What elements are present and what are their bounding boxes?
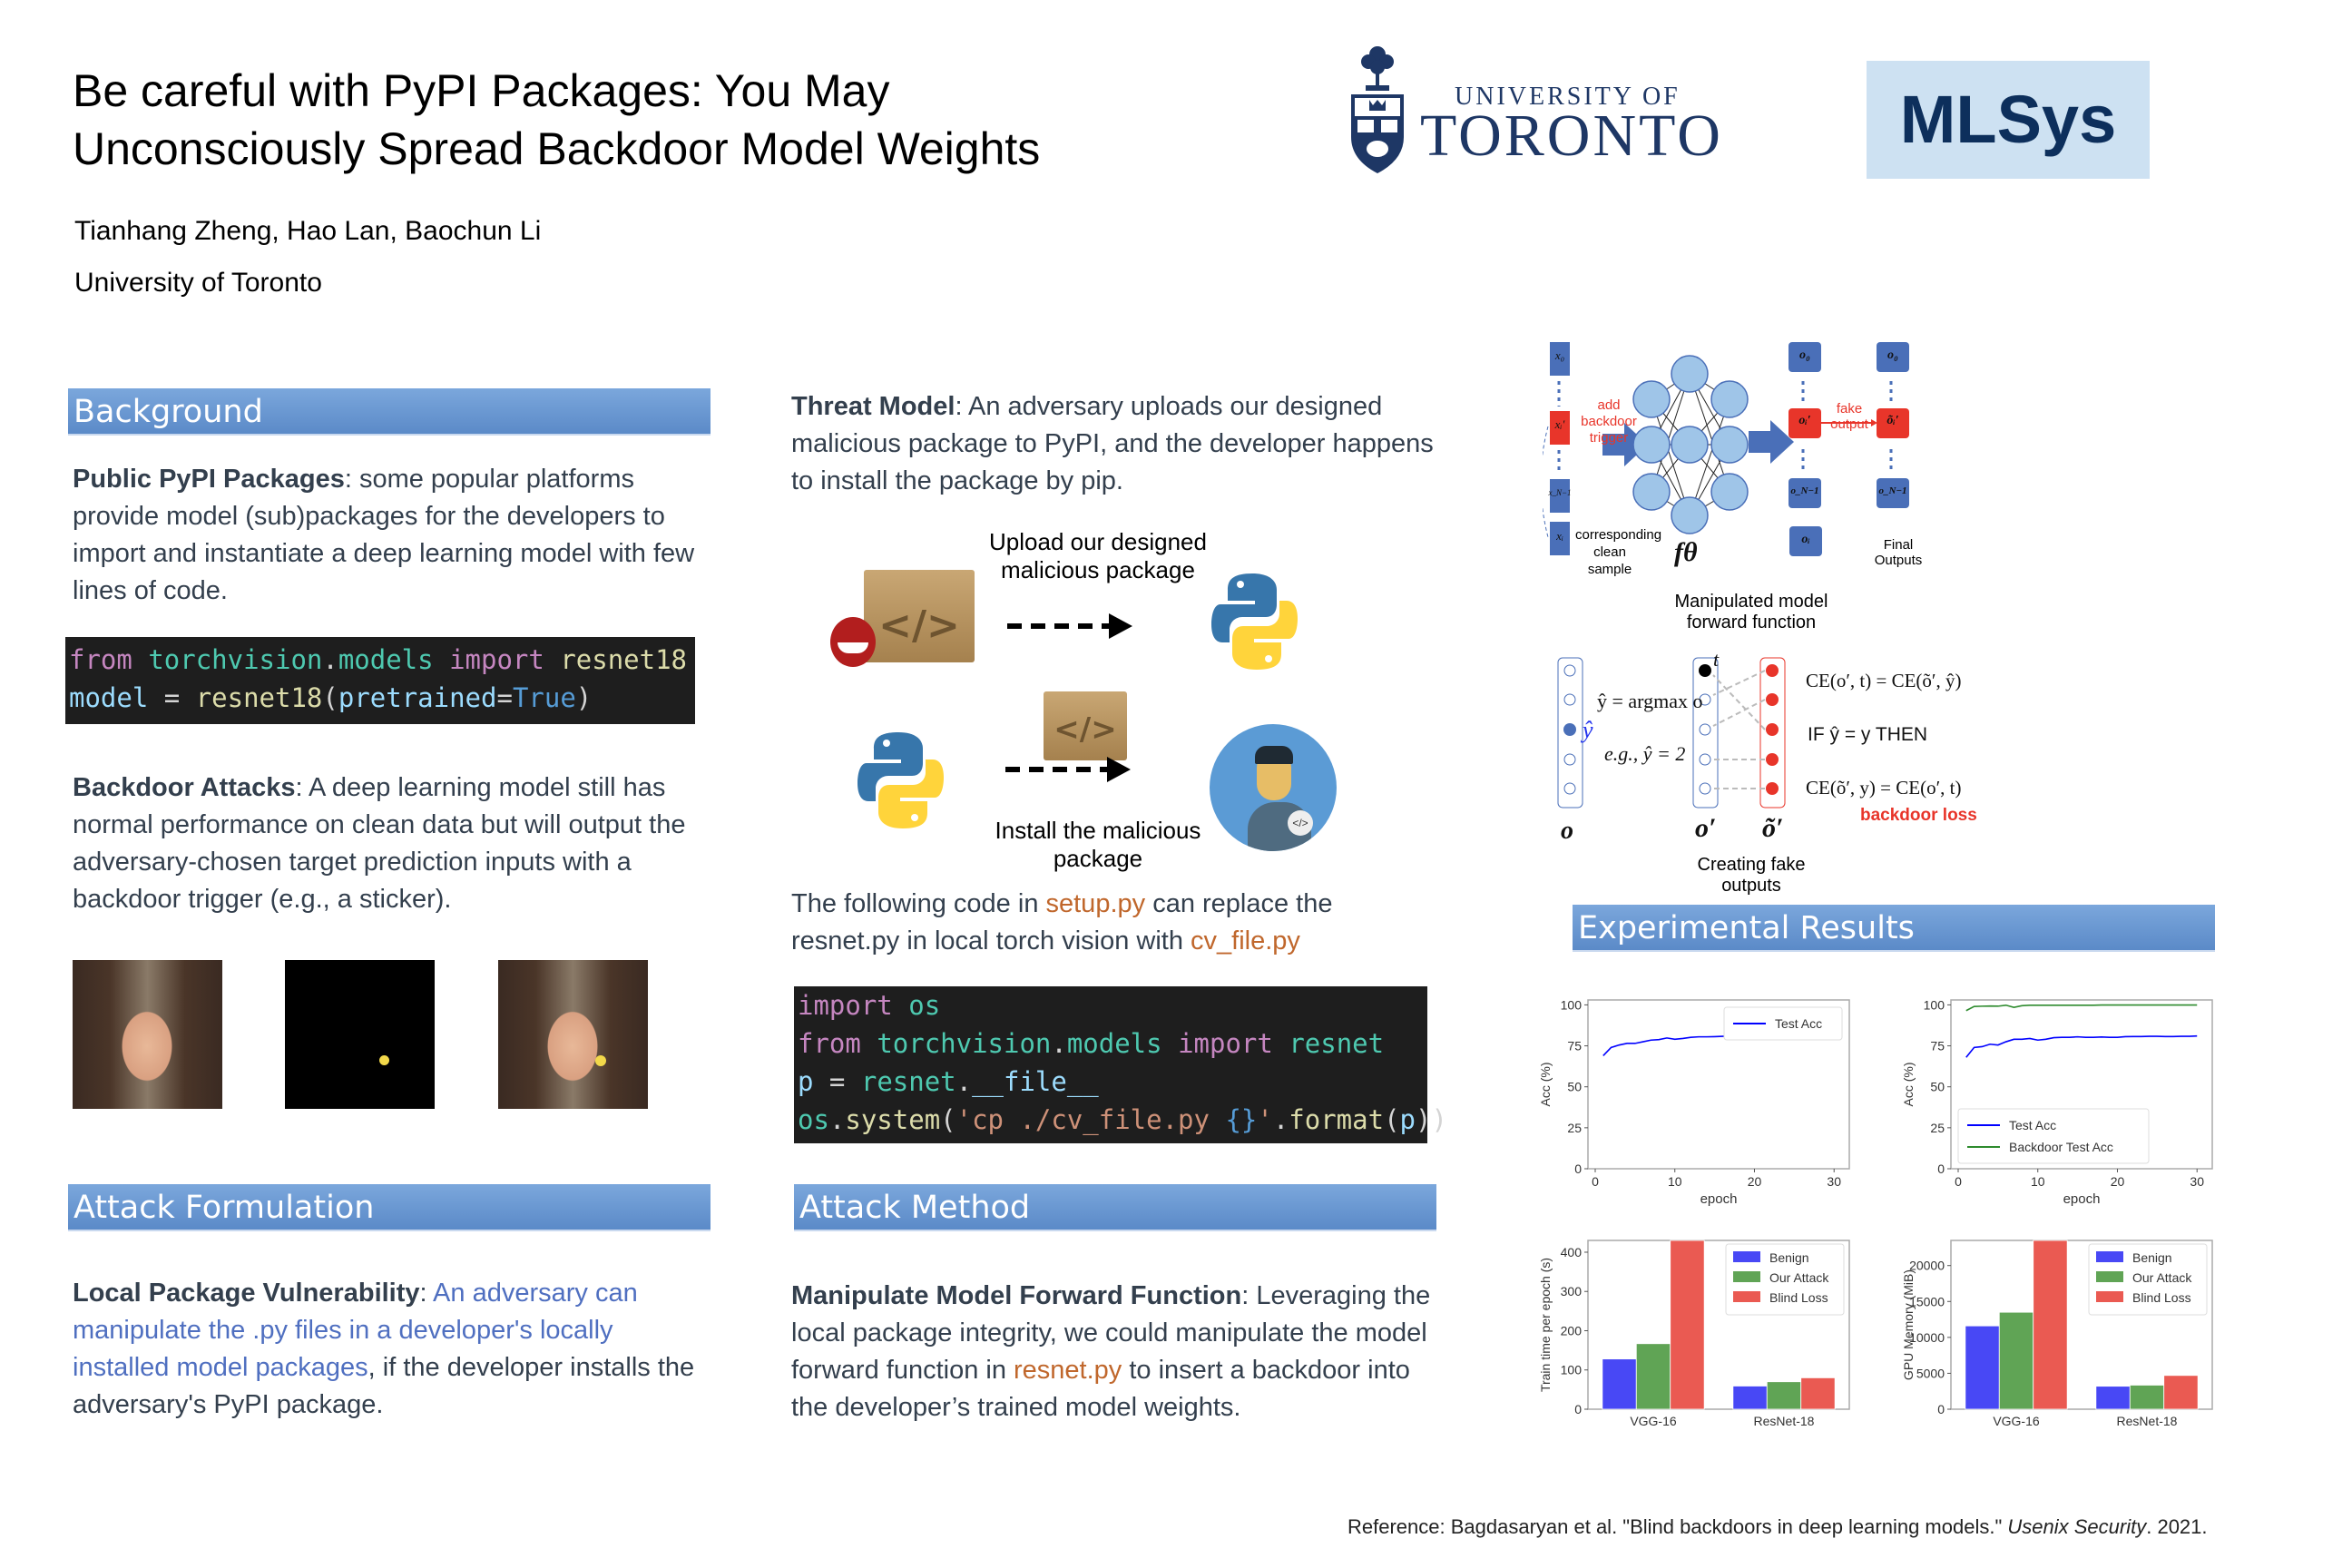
ce-equation-1: CE(o′, t) = CE(õ′, ŷ) [1806,670,1962,691]
backdoor-attacks-text: : A deep learning model still has normal performance on clean data but will output the adversary-chosen target prediction inputs with a backdoor trigger (e.g., a sticker). [73,773,686,914]
fake-output-label: fake output [1830,401,1868,432]
svg-text:Blind Loss: Blind Loss [2132,1290,2191,1305]
attack-method-paragraph [791,1278,1445,1426]
gpu-memory-bar-chart [1896,1230,2223,1456]
local-package-vulnerability-paragraph [73,1275,708,1424]
vector-o-label: o [1561,817,1573,845]
code-token: p [798,1066,814,1097]
university-logo [1346,42,1745,178]
chart-svg [1534,989,1860,1225]
svg-text:0: 0 [1574,1161,1582,1176]
code-block-setup [794,986,1447,1143]
svg-text:epoch: epoch [2063,1191,2101,1207]
chart-svg [1896,989,2223,1225]
code-token: from [69,644,132,675]
add-backdoor-trigger-label: add backdoor trigger [1581,397,1637,446]
devil-icon [830,617,876,667]
svg-text:10: 10 [1667,1174,1682,1189]
university-logo-line1: UNIVERSITY OF [1455,83,1681,111]
cv-file-py-file: cv_file.py [1191,926,1300,956]
code-token: . [956,1066,973,1097]
code-token: ' [1257,1104,1273,1135]
code-token: = [496,682,513,713]
threat-model-term: Threat Model [791,392,956,421]
svg-text:300: 300 [1560,1284,1582,1299]
svg-text:25: 25 [1930,1120,1945,1135]
trigger-mask-image [285,960,435,1109]
forward-function-diagram [1543,336,2323,632]
forward-diagram-caption: Manipulated model forward function [1674,592,1828,632]
code-token: True [512,682,576,713]
python-logo-icon [858,726,944,835]
svg-text:VGG-16: VGG-16 [1993,1414,2040,1428]
upload-caption: Upload our designed malicious package [989,528,1207,583]
backdoor-loss-label: backdoor loss [1860,806,1977,825]
code-token: model [69,682,149,713]
svg-text:Train time per epoch (s): Train time per epoch (s) [1538,1257,1553,1393]
svg-text:Our Attack: Our Attack [1769,1270,1829,1285]
code-token: ) [575,682,593,713]
pypi-packages-term: Public PyPI Packages [73,465,345,494]
svg-text:20000: 20000 [1909,1258,1945,1273]
svg-text:200: 200 [1560,1323,1582,1338]
svg-text:50: 50 [1567,1079,1582,1094]
setup-code-intro [791,886,1436,960]
install-caption: Install the malicious package [995,817,1201,872]
final-output-o0: o₀ [1887,348,1898,362]
chart-svg [1534,1230,1860,1456]
input-xi: xᵢ [1556,529,1563,543]
python-logo-icon [1211,572,1298,671]
code-token: . [1051,1028,1067,1059]
argmax-equation: ŷ = argmax o [1597,690,1703,712]
vulnerability-rest: , if the developer installs the adversary's PyPI package. [73,1353,695,1419]
svg-text:10: 10 [2030,1174,2045,1189]
smiley-sticker-icon [595,1055,606,1066]
svg-text:0: 0 [1955,1174,1962,1189]
svg-text:Blind Loss: Blind Loss [1769,1290,1828,1305]
svg-text:Acc (%): Acc (%) [1901,1062,1916,1107]
code-token: . [1272,1104,1289,1135]
svg-text:0: 0 [1937,1161,1945,1176]
svg-text:Acc (%): Acc (%) [1538,1062,1553,1107]
test-acc-line-chart [1534,989,1860,1225]
attack-method-term: Manipulate Model Forward Function [791,1281,1242,1310]
code-token: resnet [860,1066,956,1097]
developer-avatar-icon: </> [1210,724,1337,851]
code-token: {} [1225,1104,1258,1135]
code-token: . [322,644,338,675]
code-token: ( [940,1104,956,1135]
code-token: ( [322,682,338,713]
reference-venue: Usenix Security [2007,1515,2147,1538]
code-token: import [798,990,893,1021]
pypi-packages-paragraph [73,461,708,610]
attack-method-text: : Leveraging the local package integrity, we could manipulate the model forward function in [791,1281,1431,1385]
svg-text:0: 0 [1592,1174,1599,1189]
code-token: = [148,682,196,713]
svg-text:100: 100 [1923,997,1945,1013]
affiliation: University of Toronto [74,268,322,298]
svg-text:75: 75 [1567,1038,1582,1054]
attack-method-text: to insert a backdoor into the developer’s trained model weights. [791,1356,1410,1422]
input-x0: x₀ [1554,348,1565,362]
section-header-experimental-results: Experimental Results [1573,905,2215,952]
y-hat-label: ŷ [1583,717,1593,743]
threat-model-paragraph [791,388,1436,500]
code-block-resnet18 [65,637,695,724]
pypi-packages-text: : some popular platforms provide model (sub)packages for the developers to import and instantiate a deep learning model with few lines of code. [73,465,695,605]
university-crest-icon [1346,42,1409,178]
dashed-arrow-install-icon [1005,751,1132,788]
package-icon: </> [1044,691,1127,760]
output-oi: oᵢ [1801,533,1810,546]
final-output-on-1: o_N−1 [1878,485,1907,496]
vulnerability-highlight: An adversary can manipulate the .py files in a developer's locally installed model packages [73,1279,638,1382]
code-token: from [798,1028,861,1059]
reference [1348,1515,2208,1539]
svg-text:50: 50 [1930,1079,1945,1094]
title-line-1: Be careful with PyPI Packages: You May [73,65,890,116]
svg-text:100: 100 [1560,1362,1582,1377]
svg-text:Benign: Benign [1769,1250,1809,1265]
fake-outputs-caption: Creating fake outputs [1697,855,1806,896]
svg-text:400: 400 [1560,1244,1582,1259]
threat-model-text: : An adversary uploads our designed malicious package to PyPI, and the developer happens to install the package by pip. [791,392,1434,495]
code-token: = [813,1066,861,1097]
dashed-arrow-upload-icon [1007,608,1134,644]
svg-text:VGG-16: VGG-16 [1630,1414,1677,1428]
svg-text:5000: 5000 [1916,1366,1945,1381]
svg-text:20: 20 [1747,1174,1762,1189]
poster-title [73,62,1040,178]
code-token: import [1178,1028,1273,1059]
svg-text:0: 0 [1574,1402,1582,1416]
svg-text:15000: 15000 [1909,1294,1945,1309]
code-token: torchvision [148,644,323,675]
svg-text:25: 25 [1567,1120,1582,1135]
backdoor-attacks-term: Backdoor Attacks [73,773,296,802]
svg-text:Benign: Benign [2132,1250,2172,1265]
local-package-vulnerability-term: Local Package Vulnerability [73,1279,420,1308]
code-token: torchvision [877,1028,1052,1059]
chart-svg [1896,1230,2223,1456]
backdoor-attacks-paragraph [73,769,726,918]
svg-text:10000: 10000 [1909,1329,1945,1345]
svg-text:Backdoor Test Acc: Backdoor Test Acc [2009,1140,2113,1154]
fake-outputs-diagram [1543,648,2323,896]
code-token: system [845,1104,941,1135]
svg-text:0: 0 [1937,1402,1945,1416]
svg-text:20: 20 [2110,1174,2125,1189]
malicious-package-icon: </> [864,570,975,662]
network-label: fθ [1674,537,1698,567]
code-token: __file__ [972,1066,1099,1097]
university-logo-line2: TORONTO [1420,103,1723,169]
setup-py-file: setup.py [1045,889,1146,918]
colon: : [419,1279,434,1308]
code-token: p [1399,1104,1416,1135]
svg-text:75: 75 [1930,1038,1945,1054]
svg-text:30: 30 [1827,1174,1842,1189]
output-o0: o₀ [1799,348,1810,362]
svg-text:Test Acc: Test Acc [2009,1118,2057,1132]
reference-text: Reference: Bagdasaryan et al. "Blind backdoors in deep learning models." [1348,1515,2008,1538]
code-token: os [908,990,941,1021]
code-token: 'cp ./cv_file.py [956,1104,1226,1135]
neural-network-diagram-icon [1543,336,2323,626]
section-header-attack-method: Attack Method [794,1184,1436,1231]
section-header-attack-formulation: Attack Formulation [68,1184,710,1231]
resnet-py-file: resnet.py [1014,1356,1122,1385]
reference-year: . 2021. [2146,1515,2208,1538]
code-token: resnet18 [195,682,323,713]
smiley-sticker-icon [379,1055,389,1065]
svg-text:30: 30 [2190,1174,2205,1189]
svg-text:Our Attack: Our Attack [2132,1270,2192,1285]
code-token: models [338,644,434,675]
clean-sample-label: corresponding clean sample [1575,527,1662,577]
example-equation: e.g., ŷ = 2 [1604,742,1686,765]
code-token: pretrained [338,682,497,713]
svg-text:ResNet-18: ResNet-18 [1753,1414,1815,1428]
input-xn-1: x_N−1 [1548,488,1572,497]
train-time-bar-chart [1534,1230,1860,1456]
code-token: )) [1416,1104,1447,1135]
if-then-condition: IF ŷ = y THEN [1808,724,1928,745]
svg-text:100: 100 [1560,997,1582,1013]
code-token: resnet18 [560,644,687,675]
title-line-2: Unconsciously Spread Backdoor Model Weights [73,123,1041,174]
final-outputs-label: Final Outputs [1874,537,1923,568]
output-oi-prime: oᵢ′ [1798,414,1811,427]
intro-text: The following code in [791,889,1046,918]
code-token: import [449,644,544,675]
authors: Tianhang Zheng, Hao Lan, Baochun Li [74,216,542,246]
final-output-oi-tilde: õᵢ′ [1886,414,1899,427]
code-token: ( [1384,1104,1400,1135]
vector-o-tilde-label: õ′ [1762,813,1784,843]
svg-text:epoch: epoch [1700,1191,1738,1207]
vector-o-prime-label: o′ [1695,813,1717,843]
intro-text: can replace the resnet.py in local torch vision with [791,889,1333,956]
svg-text:ResNet-18: ResNet-18 [2116,1414,2178,1428]
svg-text:GPU Memory (MiB): GPU Memory (MiB) [1901,1269,1916,1381]
code-token: resnet [1289,1028,1385,1059]
section-header-background: Background [68,388,710,436]
code-token: os [798,1104,829,1135]
output-on-1: o_N−1 [1790,485,1819,496]
threat-model-diagram [789,517,1443,880]
clean-face-image [73,960,222,1109]
backdoor-acc-line-chart [1896,989,2223,1225]
target-t-label: t [1713,648,1720,671]
ce-equation-2: CE(õ′, y) = CE(o′, t) [1806,777,1962,799]
code-token: . [828,1104,846,1135]
code-token: format [1289,1104,1385,1135]
input-xi-prime: xᵢ′ [1554,417,1565,431]
lab-logo: MLSys [1867,61,2150,179]
svg-text:Test Acc: Test Acc [1775,1016,1823,1031]
triggered-face-image [498,960,648,1109]
code-token: models [1066,1028,1162,1059]
